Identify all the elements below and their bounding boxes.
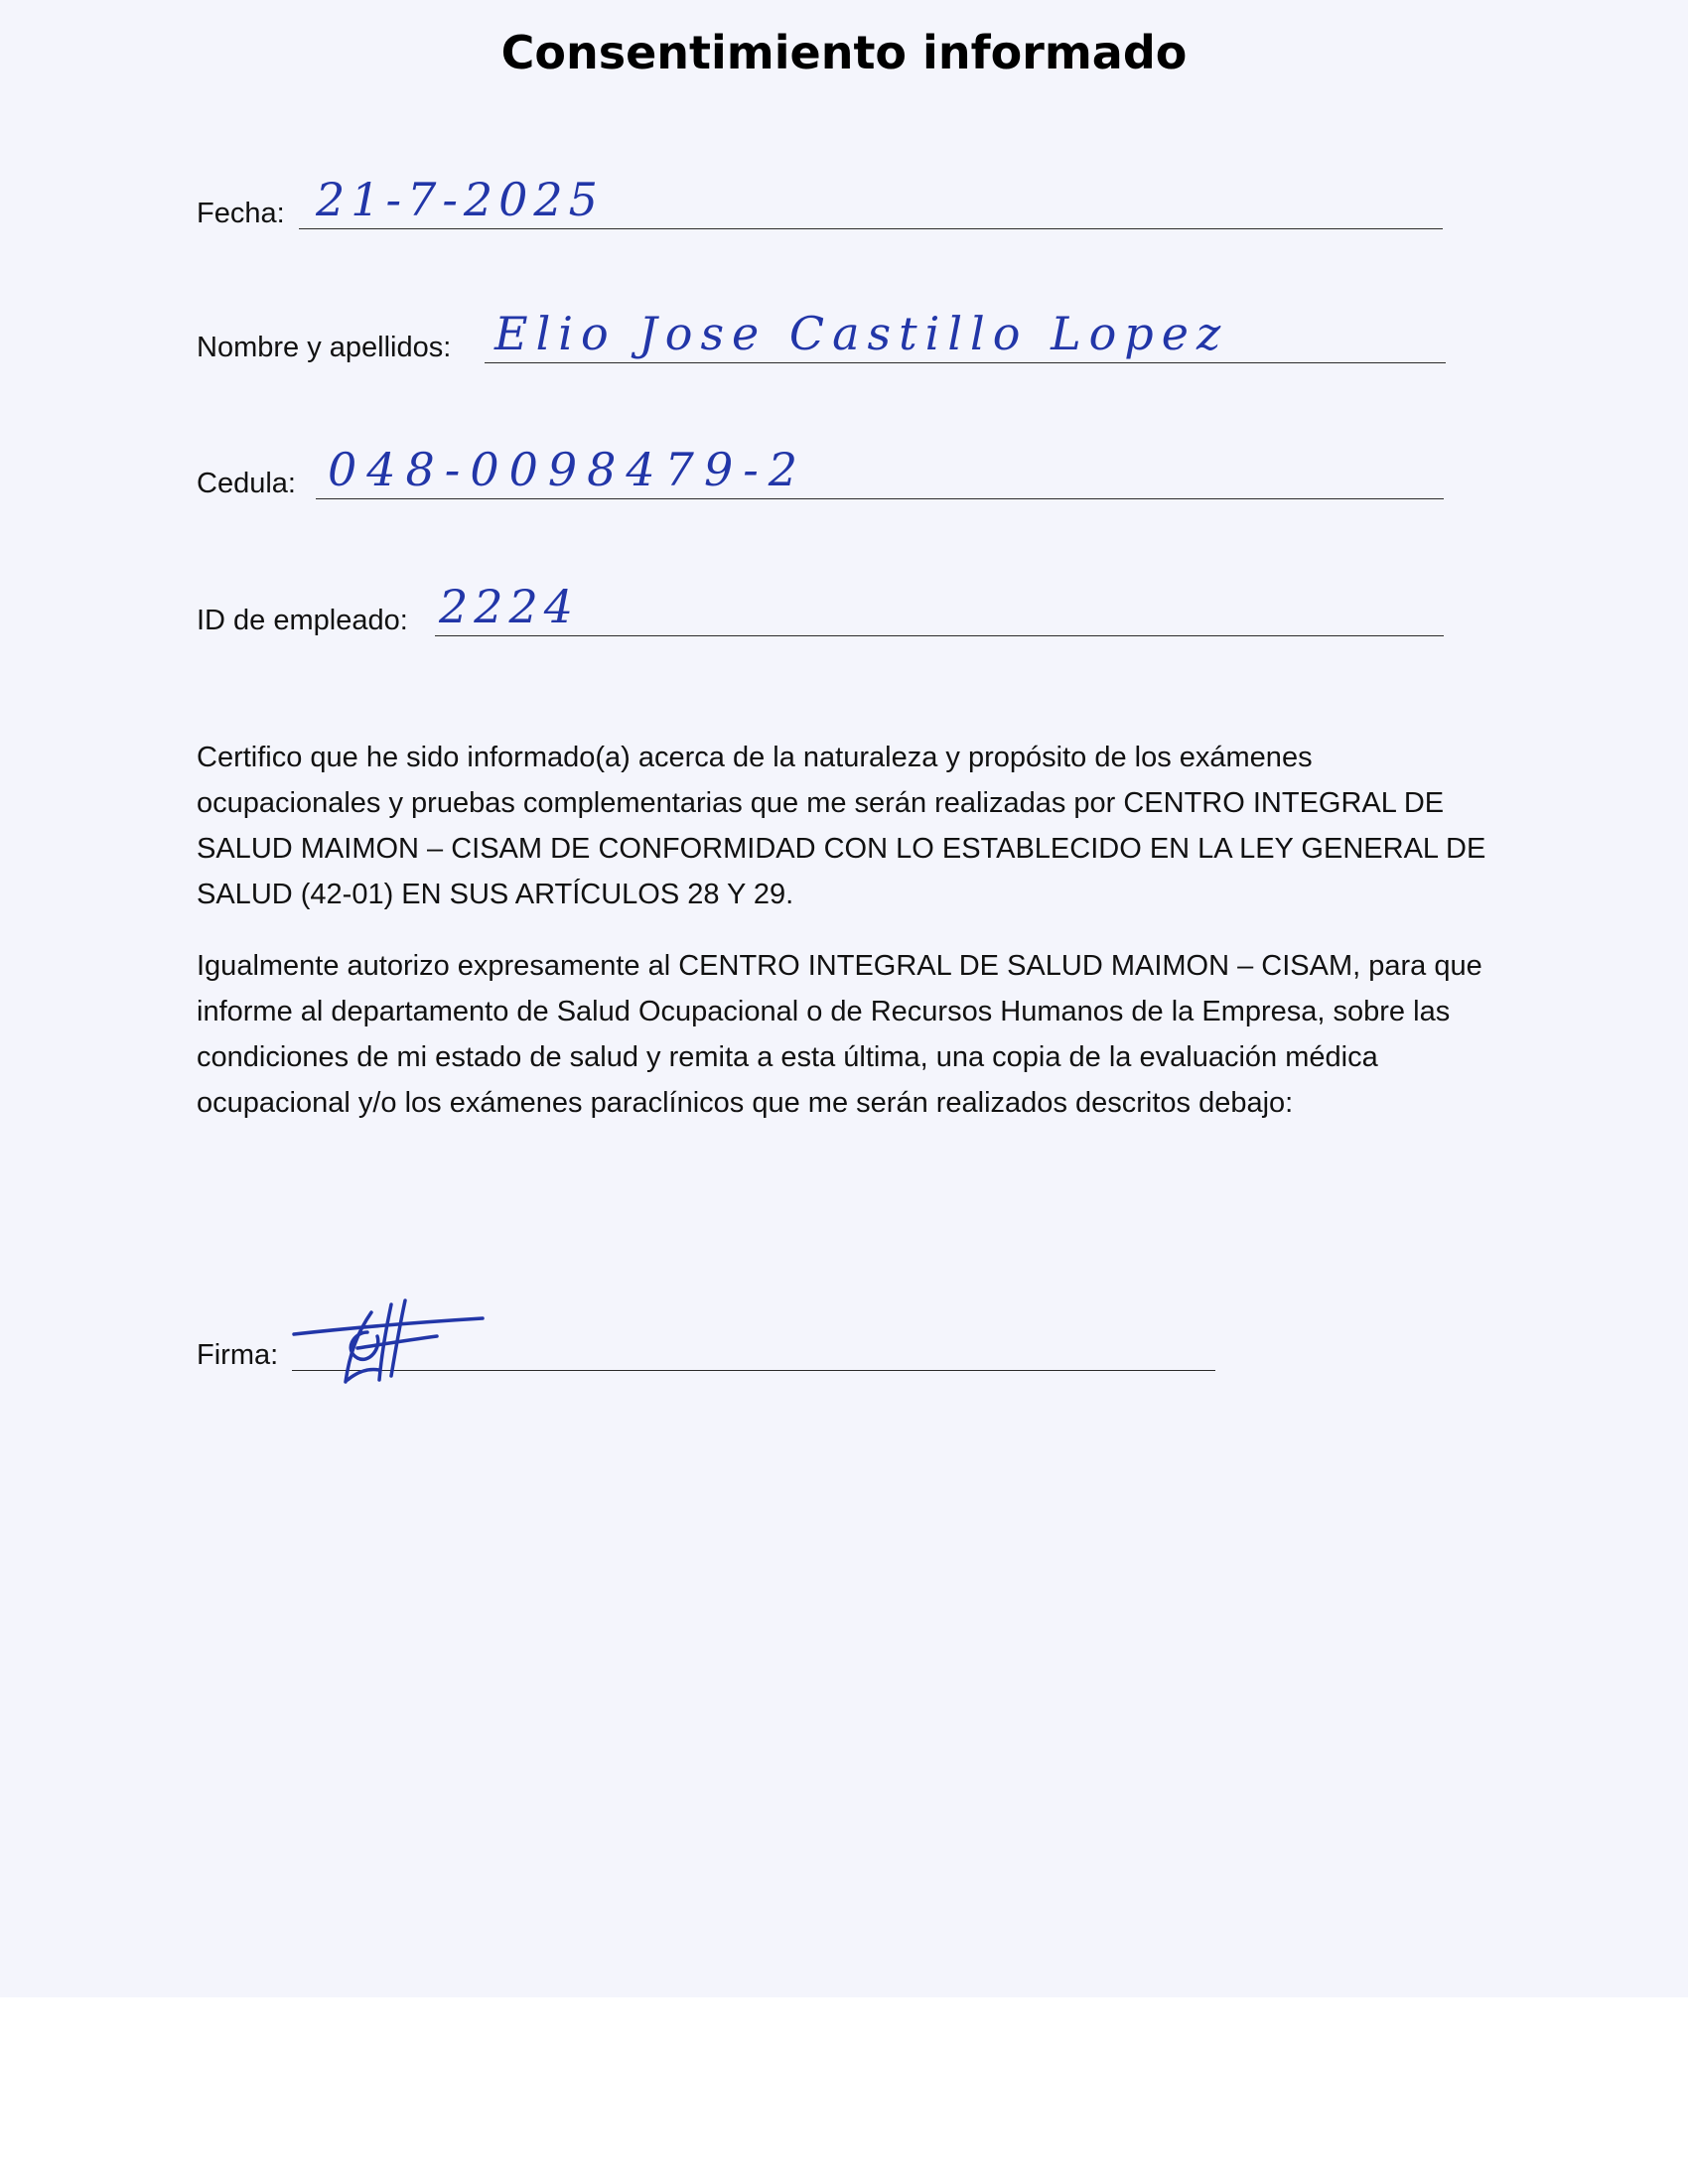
certification-paragraph: Certifico que he sido informado(a) acerca de la naturaleza y propósito de los exámenes ocupacionales y pruebas complementarias que me serán realizadas por CENTRO INTEGRAL DE SALUD MAIMON – CISAM DE CONFORMIDAD CON LO ESTABLECIDO EN LA LEY GENERAL DE SALUD (42-01) EN SUS ARTÍCULOS 28 Y 29.: [197, 742, 1486, 910]
cedula-handwritten-value: 048-0098479-2: [328, 443, 808, 496]
id-empleado-handwritten-value: 2224: [439, 580, 580, 633]
authorization-paragraph: Igualmente autorizo expresamente al CENTRO INTEGRAL DE SALUD MAIMON – CISAM, para que informe al departamento de Salud Ocupacional o de Recursos Humanos de la Empresa, sobre las condiciones de mi estado de salud y remita a esta última, una copia de la evaluación médica ocupacional y/o los exámenes paraclínicos que me serán realizados descritos debajo:: [197, 950, 1482, 1119]
id-empleado-field: [197, 556, 1448, 635]
fecha-field: [197, 149, 1448, 228]
nombre-handwritten-value: Elio Jose Castillo Lopez: [494, 307, 1229, 360]
nombre-field: [197, 283, 1450, 362]
document-title: Consentimiento informado: [500, 26, 1188, 79]
id-empleado-label: ID de empleado:: [197, 605, 408, 636]
fecha-label: Fecha:: [197, 198, 285, 229]
nombre-line: [485, 362, 1446, 363]
fecha-line: [299, 228, 1443, 229]
cedula-line: [316, 498, 1444, 499]
cedula-field: [197, 419, 1448, 498]
nombre-label: Nombre y apellidos:: [197, 332, 452, 363]
handwritten-signature: [288, 1293, 506, 1402]
cedula-label: Cedula:: [197, 468, 296, 499]
id-empleado-line: [435, 635, 1444, 636]
firma-label: Firma:: [197, 1339, 279, 1371]
fecha-handwritten-value: 21-7-2025: [316, 173, 604, 226]
